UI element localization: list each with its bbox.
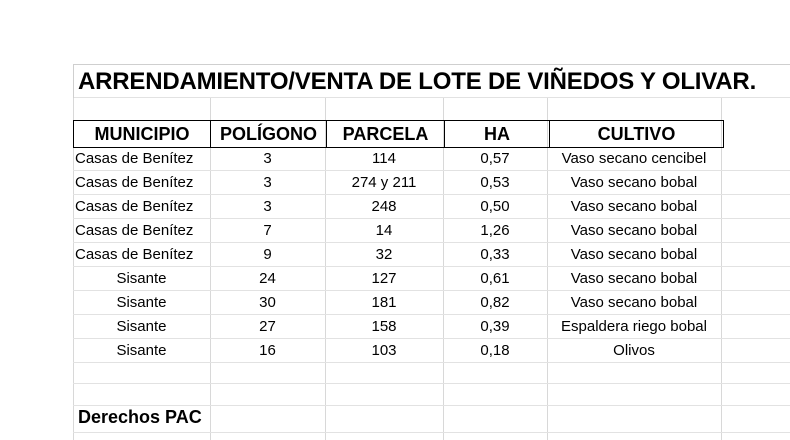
document-title: ARRENDAMIENTO/VENTA DE LOTE DE VIÑEDOS Y OLIVAR. [78, 68, 757, 95]
cell-municipio[interactable]: Casas de Benítez [75, 198, 194, 215]
cell-municipio[interactable]: Casas de Benítez [75, 150, 194, 167]
table-header [73, 120, 724, 148]
cell-cultivo[interactable]: Vaso secano cencibel [561, 150, 707, 167]
grid-line [73, 432, 790, 433]
cell-cultivo[interactable]: Vaso secano bobal [570, 294, 698, 311]
cell-poligono[interactable]: 24 [259, 270, 276, 287]
cell-cultivo[interactable]: Vaso secano bobal [570, 198, 698, 215]
cell-parcela[interactable]: 103 [371, 342, 397, 359]
table-row [73, 291, 721, 315]
cell-municipio[interactable]: Sisante [116, 270, 167, 287]
cell-parcela[interactable]: 248 [371, 198, 397, 215]
table-row [73, 267, 721, 291]
cell-parcela[interactable]: 14 [375, 222, 393, 239]
cell-poligono[interactable]: 16 [259, 342, 276, 359]
cell-municipio[interactable]: Casas de Benítez [75, 246, 194, 263]
cell-parcela[interactable]: 127 [371, 270, 397, 287]
table-row [73, 171, 721, 195]
cell-ha[interactable]: 0,33 [480, 246, 510, 263]
header-ha[interactable]: HA [445, 121, 550, 147]
cell-cultivo[interactable]: Olivos [613, 342, 655, 359]
cell-parcela[interactable]: 181 [371, 294, 397, 311]
header-poligono[interactable]: POLÍGONO [211, 121, 327, 147]
cell-poligono[interactable]: 3 [263, 198, 272, 215]
cell-cultivo[interactable]: Vaso secano bobal [570, 174, 698, 191]
section-label-derechos-pac: Derechos PAC [78, 407, 202, 427]
cell-municipio[interactable]: Sisante [116, 342, 167, 359]
cell-municipio[interactable]: Casas de Benítez [75, 174, 194, 191]
grid-line [73, 383, 790, 384]
table-row [73, 339, 721, 363]
cell-poligono[interactable]: 3 [263, 150, 272, 167]
cell-parcela[interactable]: 32 [375, 246, 393, 263]
cell-ha[interactable]: 0,53 [480, 174, 510, 191]
cell-ha[interactable]: 0,18 [480, 342, 510, 359]
cell-parcela[interactable]: 274 y 211 [351, 174, 417, 191]
cell-municipio[interactable]: Sisante [116, 318, 167, 335]
cell-cultivo[interactable]: Espaldera riego bobal [561, 318, 707, 335]
cell-ha[interactable]: 0,61 [480, 270, 510, 287]
cell-poligono[interactable]: 9 [263, 246, 272, 263]
cell-poligono[interactable]: 7 [263, 222, 272, 239]
table-row [73, 219, 721, 243]
table-row [73, 147, 721, 171]
cell-ha[interactable]: 0,57 [480, 150, 510, 167]
cell-municipio[interactable]: Sisante [116, 294, 167, 311]
table-row [73, 315, 721, 339]
cell-ha[interactable]: 0,82 [480, 294, 510, 311]
cell-poligono[interactable]: 27 [259, 318, 276, 335]
cell-ha[interactable]: 1,26 [480, 222, 510, 239]
grid-line [73, 405, 790, 406]
table-row [73, 195, 721, 219]
header-cultivo[interactable]: CULTIVO [597, 124, 676, 144]
cell-ha[interactable]: 0,39 [480, 318, 510, 335]
cell-ha[interactable]: 0,50 [480, 198, 510, 215]
cell-parcela[interactable]: 114 [372, 150, 396, 167]
cell-cultivo[interactable]: Vaso secano bobal [570, 222, 698, 239]
cell-cultivo[interactable]: Vaso secano bobal [570, 246, 698, 263]
cell-parcela[interactable]: 158 [371, 318, 397, 335]
header-parcela[interactable]: PARCELA [327, 121, 445, 147]
cell-poligono[interactable]: 30 [259, 294, 276, 311]
cell-poligono[interactable]: 3 [263, 174, 272, 191]
cell-municipio[interactable]: Casas de Benítez [75, 222, 194, 239]
grid-line [721, 97, 722, 440]
table-body [73, 147, 721, 363]
header-municipio[interactable]: MUNICIPIO [74, 121, 211, 147]
table-row [73, 243, 721, 267]
cell-cultivo[interactable]: Vaso secano bobal [570, 270, 698, 287]
